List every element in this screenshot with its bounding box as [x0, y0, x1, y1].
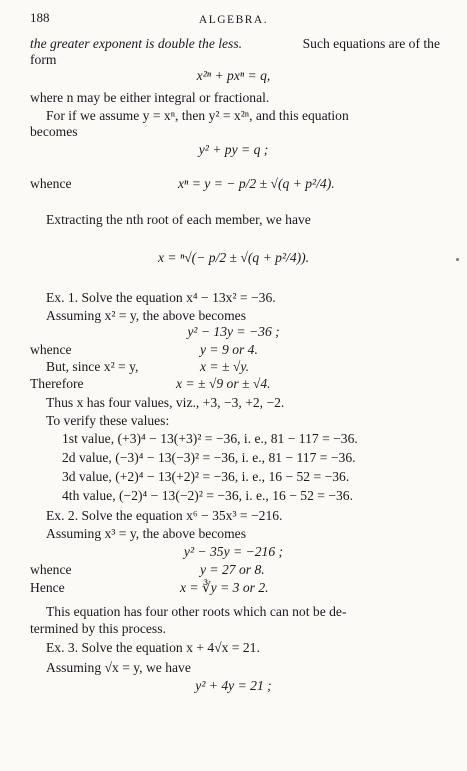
text-line: For if we assume y = xⁿ, then y² = x²ⁿ, and this equation — [46, 108, 349, 123]
equation: x²ⁿ + pxⁿ = q, — [196, 68, 271, 83]
text-line: Hence — [30, 580, 65, 595]
text-line: Assuming √x = y, we have — [46, 660, 191, 675]
equation: y² − 35y = −216 ; — [183, 544, 284, 559]
text-line: becomes — [30, 124, 78, 139]
example-heading: Ex. 3. Solve the equation x + 4√x = 21. — [46, 640, 260, 655]
equation: xⁿ = y = − p/2 ± √(q + p²/4). — [178, 176, 335, 191]
print-speck — [456, 258, 459, 261]
example-heading: Ex. 1. Solve the equation x⁴ − 13x² = −36. — [46, 290, 276, 305]
text-line: whence — [30, 342, 72, 357]
equation: x = ± √y. — [200, 359, 250, 374]
equation: y² − 13y = −36 ; — [187, 324, 280, 339]
equation: x = ⁿ√(− p/2 ± √(q + p²/4)). — [157, 250, 310, 265]
text-line: Extracting the nth root of each member, we have — [46, 212, 311, 227]
verify-line: 1st value, (+3)⁴ − 13(+3)² = −36, i. e., 81 − 117 = −36. — [62, 431, 358, 446]
verify-line: 4th value, (−2)⁴ − 13(−2)² = −36, i. e., 16 − 52 = −36. — [62, 488, 354, 503]
text-line: the greater exponent is double the less. — [30, 36, 243, 51]
page-number: 188 — [30, 10, 50, 25]
equation: y² + 4y = 21 ; — [195, 678, 272, 693]
text-line: Such equations are of the — [302, 36, 440, 51]
text-line: This equation has four other roots which can not be de- — [46, 604, 347, 619]
text-line: Therefore — [30, 376, 84, 391]
equation: x = ± √9 or ± √4. — [176, 376, 271, 391]
equation: y = 27 or 8. — [200, 562, 265, 577]
equation: x = ∛y = 3 or 2. — [180, 580, 269, 595]
text-line: Thus x has four values, viz., +3, −3, +2, −2. — [46, 395, 285, 410]
running-title: ALGEBRA. — [198, 14, 269, 26]
text-line: termined by this process. — [30, 621, 166, 636]
verify-line: 3d value, (+2)⁴ − 13(+2)² = −36, i. e., 16 − 52 = −36. — [62, 469, 350, 484]
text-line: whence — [30, 562, 72, 577]
text-line: Assuming x² = y, the above becomes — [46, 308, 247, 323]
verify-line: 2d value, (−3)⁴ − 13(−3)² = −36, i. e., 81 − 117 = −36. — [62, 450, 356, 465]
text-line: But, since x² = y, — [46, 359, 139, 374]
text-line: Assuming x³ = y, the above becomes — [46, 526, 247, 541]
text-line: form — [30, 52, 57, 67]
equation: y² + py = q ; — [198, 142, 269, 157]
text-line: To verify these values: — [46, 413, 170, 428]
text-line: where n may be either integral or fractional. — [30, 90, 270, 105]
text-line: whence — [30, 176, 72, 191]
equation: y = 9 or 4. — [200, 342, 258, 357]
example-heading: Ex. 2. Solve the equation x⁶ − 35x³ = −216. — [46, 508, 283, 523]
